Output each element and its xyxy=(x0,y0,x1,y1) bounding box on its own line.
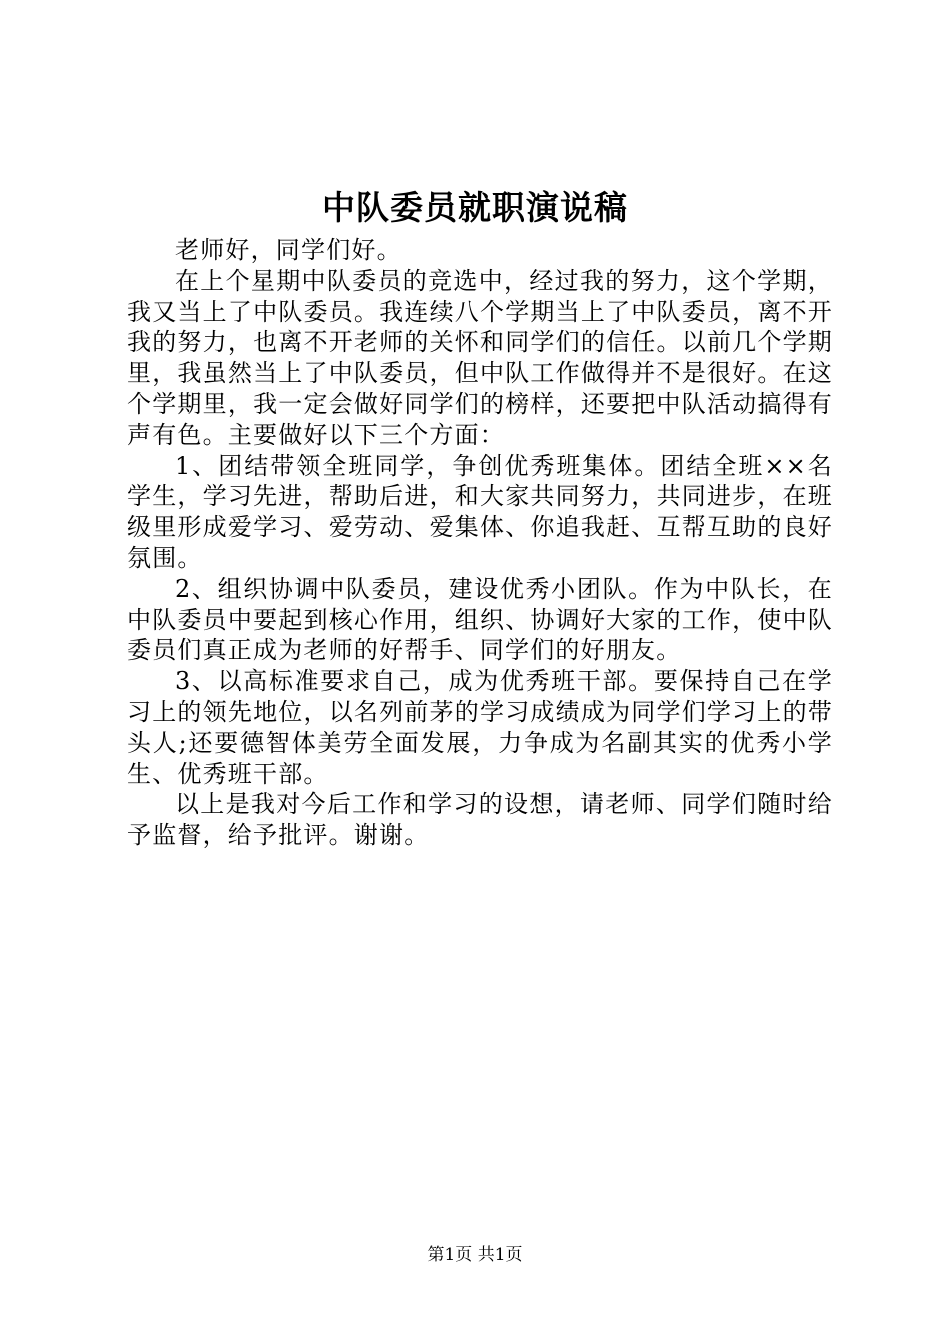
document-title: 中队委员就职演说稿 xyxy=(322,188,628,227)
paragraph-point-1: 1、团结带领全班同学，争创优秀班集体。团结全班××名学生，学习先进，帮助后进，和大家共同努力，共同进步，在班级里形成爱学习、爱劳动、爱集体、你追我赶、互帮互助的良好氛围。 xyxy=(127,451,833,572)
paragraph-greeting: 老师好，同学们好。 xyxy=(175,236,402,264)
document-body xyxy=(127,235,833,851)
paragraph-point-3: 3、以高标准要求自己，成为优秀班干部。要保持自己在学习上的领先地位，以名列前茅的学习成绩成为同学们学习上的带头人;还要德智体美劳全面发展，力争成为名副其实的优秀小学生、优秀班干部。 xyxy=(127,667,833,788)
paragraph-introduction: 在上个星期中队委员的竞选中，经过我的努力，这个学期，我又当上了中队委员。我连续八个学期当上了中队委员，离不开我的努力，也离不开老师的关怀和同学们的信任。以前几个学期里，我虽然当上了中队委员，但中队工作做得并不是很好。在这个学期里，我一定会做好同学们的榜样，还要把中队活动搞得有声有色。主要做好以下三个方面： xyxy=(127,266,833,449)
paragraph-point-2: 2、组织协调中队委员，建设优秀小团队。作为中队长，在中队委员中要起到核心作用，组织、协调好大家的工作，使中队委员们真正成为老师的好帮手、同学们的好朋友。 xyxy=(127,574,833,665)
paragraph-closing: 以上是我对今后工作和学习的设想，请老师、同学们随时给予监督，给予批评。谢谢。 xyxy=(127,790,833,850)
page-footer: 第1页 共1页 xyxy=(427,1245,523,1265)
